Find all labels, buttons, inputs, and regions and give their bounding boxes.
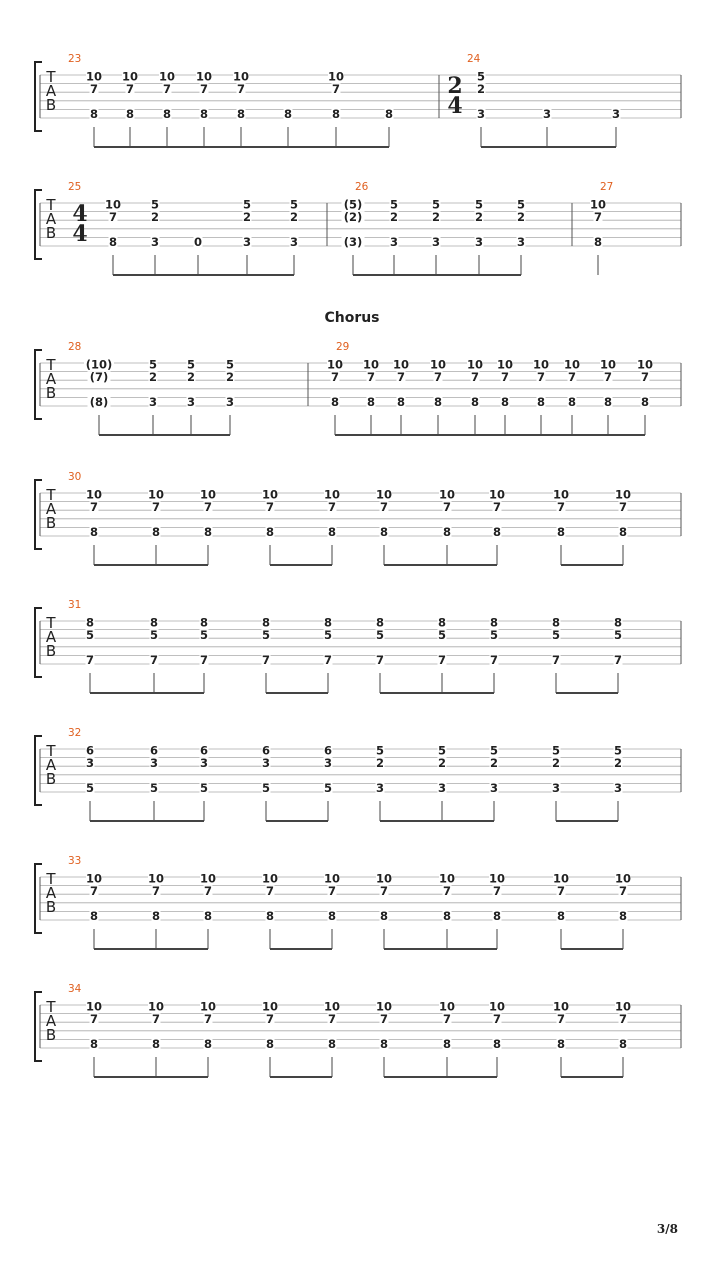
fret-number: 10	[158, 69, 176, 84]
fret-number: 5	[431, 197, 441, 212]
fret-number: 8	[323, 615, 333, 630]
section-label-chorus: Chorus	[324, 310, 380, 326]
fret-number: 8	[433, 395, 443, 409]
fret-number: 7	[85, 653, 95, 667]
fret-number: 10	[488, 999, 506, 1014]
fret-number: 7	[618, 884, 628, 899]
fret-number: 5	[389, 197, 399, 212]
fret-number: 10	[614, 871, 632, 886]
fret-number: 3	[516, 235, 526, 249]
fret-number: 8	[556, 1037, 566, 1051]
fret-number: 5	[489, 628, 499, 643]
fret-number: 5	[199, 781, 209, 795]
fret-number: 7	[613, 653, 623, 667]
tab-clef-letter: B	[45, 384, 57, 402]
fret-number: 7	[330, 370, 340, 385]
fret-number: (8)	[89, 395, 109, 409]
fret-number: 5	[476, 69, 486, 84]
fret-number: 7	[236, 82, 246, 97]
fret-number: 7	[556, 884, 566, 899]
fret-number: 10	[375, 999, 393, 1014]
fret-number: 5	[289, 197, 299, 212]
tab-clef-letter: B	[45, 514, 57, 532]
fret-number: 7	[331, 82, 341, 97]
fret-number: 3	[474, 235, 484, 249]
tab-clef-letter: B	[45, 96, 57, 114]
fret-number: 8	[618, 525, 628, 539]
fret-number: 7	[492, 884, 502, 899]
fret-number: 8	[203, 525, 213, 539]
fret-number: 7	[433, 370, 443, 385]
fret-number: 10	[232, 69, 250, 84]
tab-clef-letter: B	[45, 898, 57, 916]
fret-number: 2	[476, 82, 486, 97]
fret-number: 3	[225, 395, 235, 409]
fret-number: 8	[618, 909, 628, 923]
fret-number: 7	[567, 370, 577, 385]
fret-number: 7	[327, 884, 337, 899]
fret-number: 7	[492, 500, 502, 515]
fret-number: 7	[203, 1012, 213, 1027]
fret-number: 5	[489, 743, 499, 758]
fret-number: 2	[375, 756, 385, 771]
fret-number: 5	[551, 628, 561, 643]
fret-number: 7	[265, 500, 275, 515]
fret-number: 10	[85, 487, 103, 502]
fret-number: 8	[330, 395, 340, 409]
fret-number: 8	[384, 107, 394, 121]
fret-number: 10	[532, 357, 550, 372]
measure-number: 23	[68, 53, 82, 65]
fret-number: 7	[375, 653, 385, 667]
tab-clef-letter: B	[45, 770, 57, 788]
time-signature-bottom: 4	[72, 221, 88, 247]
fret-number: 10	[147, 999, 165, 1014]
fret-number: 7	[199, 653, 209, 667]
fret-number: 2	[489, 756, 499, 771]
fret-number: 7	[437, 653, 447, 667]
tab-clef-letter: T	[46, 742, 56, 760]
fret-number: 3	[242, 235, 252, 249]
fret-number: 7	[492, 1012, 502, 1027]
fret-number: 10	[85, 69, 103, 84]
fret-number: 3	[389, 235, 399, 249]
fret-number: 5	[225, 357, 235, 372]
fret-number: 10	[327, 69, 345, 84]
fret-number: 7	[379, 884, 389, 899]
fret-number: 10	[466, 357, 484, 372]
tab-clef-letter: A	[45, 628, 57, 646]
fret-number: 5	[149, 628, 159, 643]
fret-number: 7	[379, 1012, 389, 1027]
fret-number: 8	[108, 235, 118, 249]
fret-number: 2	[431, 210, 441, 225]
page-number: 3/8	[656, 1222, 678, 1236]
fret-number: 7	[162, 82, 172, 97]
fret-number: (2)	[343, 210, 363, 225]
fret-number: 8	[551, 615, 561, 630]
tab-clef-letter: A	[45, 500, 57, 518]
fret-number: 10	[326, 357, 344, 372]
fret-number: 10	[199, 487, 217, 502]
fret-number: 10	[496, 357, 514, 372]
fret-number: 3	[551, 781, 561, 795]
fret-number: 8	[327, 1037, 337, 1051]
fret-number: 10	[85, 999, 103, 1014]
fret-number: 7	[265, 1012, 275, 1027]
fret-number: 5	[375, 628, 385, 643]
tab-clef-letter: A	[45, 884, 57, 902]
fret-number: 7	[89, 500, 99, 515]
fret-number: 10	[589, 197, 607, 212]
fret-number: 10	[375, 487, 393, 502]
fret-number: 10	[429, 357, 447, 372]
fret-number: 2	[289, 210, 299, 225]
fret-number: 5	[474, 197, 484, 212]
fret-number: 10	[323, 871, 341, 886]
fret-number: 3	[186, 395, 196, 409]
fret-number: 7	[489, 653, 499, 667]
fret-number: 8	[327, 909, 337, 923]
fret-number: 7	[442, 500, 452, 515]
tab-clef-letter: A	[45, 210, 57, 228]
fret-number: 8	[442, 909, 452, 923]
fret-number: 10	[147, 871, 165, 886]
fret-number: 5	[85, 628, 95, 643]
fret-number: (10)	[85, 357, 113, 372]
fret-number: 5	[437, 628, 447, 643]
fret-number: 10	[563, 357, 581, 372]
fret-number: 5	[85, 781, 95, 795]
fret-number: 10	[614, 999, 632, 1014]
fret-number: 7	[500, 370, 510, 385]
fret-number: 8	[203, 1037, 213, 1051]
fret-number: 7	[261, 653, 271, 667]
fret-number: 10	[488, 871, 506, 886]
fret-number: 8	[437, 615, 447, 630]
fret-number: 5	[551, 743, 561, 758]
fret-number: 3	[611, 107, 621, 121]
fret-number: 3	[542, 107, 552, 121]
fret-number: 3	[323, 756, 333, 771]
fret-number: 8	[442, 1037, 452, 1051]
time-signature-top: 2	[447, 73, 463, 99]
fret-number: 5	[186, 357, 196, 372]
fret-number: 10	[261, 487, 279, 502]
fret-number: 10	[323, 999, 341, 1014]
tab-clef-letter: B	[45, 224, 57, 242]
fret-number: 7	[640, 370, 650, 385]
fret-number: 8	[327, 525, 337, 539]
fret-number: 8	[492, 525, 502, 539]
fret-number: 8	[89, 1037, 99, 1051]
fret-number: 7	[366, 370, 376, 385]
fret-number: 7	[327, 500, 337, 515]
fret-number: 10	[121, 69, 139, 84]
fret-number: 8	[442, 525, 452, 539]
fret-number: 7	[379, 500, 389, 515]
measure-number: 33	[68, 855, 82, 867]
fret-number: 8	[203, 909, 213, 923]
fret-number: 7	[323, 653, 333, 667]
fret-number: 5	[437, 743, 447, 758]
fret-number: 10	[104, 197, 122, 212]
tab-clef-letter: T	[46, 614, 56, 632]
fret-number: 7	[151, 500, 161, 515]
time-signature-top: 4	[72, 201, 88, 227]
fret-number: 10	[438, 999, 456, 1014]
fret-number: 8	[492, 1037, 502, 1051]
fret-number: 7	[442, 1012, 452, 1027]
fret-number: 2	[474, 210, 484, 225]
fret-number: 8	[618, 1037, 628, 1051]
tab-clef-letter: T	[46, 870, 56, 888]
fret-number: 2	[242, 210, 252, 225]
fret-number: 3	[489, 781, 499, 795]
fret-number: 8	[265, 909, 275, 923]
fret-number: 7	[556, 1012, 566, 1027]
fret-number: 10	[261, 871, 279, 886]
fret-number: 8	[470, 395, 480, 409]
fret-number: 8	[151, 1037, 161, 1051]
fret-number: 10	[375, 871, 393, 886]
fret-number: 3	[199, 756, 209, 771]
fret-number: 7	[593, 210, 603, 225]
fret-number: 5	[261, 628, 271, 643]
fret-number: 10	[85, 871, 103, 886]
fret-number: 7	[396, 370, 406, 385]
fret-number: 2	[225, 370, 235, 385]
measure-number: 27	[600, 181, 614, 193]
fret-number: 8	[283, 107, 293, 121]
fret-number: 10	[552, 871, 570, 886]
fret-number: 5	[242, 197, 252, 212]
fret-number: 2	[389, 210, 399, 225]
fret-number: 6	[261, 743, 271, 758]
fret-number: 3	[289, 235, 299, 249]
fret-number: 7	[199, 82, 209, 97]
fret-number: 3	[476, 107, 486, 121]
fret-number: 7	[149, 653, 159, 667]
tab-clef-letter: T	[46, 356, 56, 374]
fret-number: 8	[489, 615, 499, 630]
fret-number: 10	[195, 69, 213, 84]
fret-number: 7	[89, 884, 99, 899]
fret-number: 7	[125, 82, 135, 97]
fret-number: 8	[265, 1037, 275, 1051]
tab-clef-letter: T	[46, 68, 56, 86]
fret-number: 8	[603, 395, 613, 409]
fret-number: 10	[488, 487, 506, 502]
fret-number: 6	[199, 743, 209, 758]
tab-clef-letter: A	[45, 370, 57, 388]
fret-number: 3	[149, 756, 159, 771]
tab-clef-letter: T	[46, 196, 56, 214]
fret-number: 8	[149, 615, 159, 630]
fret-number: 8	[593, 235, 603, 249]
fret-number: 6	[323, 743, 333, 758]
fret-number: 2	[437, 756, 447, 771]
fret-number: 7	[108, 210, 118, 225]
fret-number: 5	[375, 743, 385, 758]
fret-number: 8	[265, 525, 275, 539]
measure-number: 24	[467, 53, 481, 65]
measure-number: 26	[355, 181, 369, 193]
fret-number: 5	[323, 781, 333, 795]
fret-number: 10	[438, 871, 456, 886]
fret-number: 5	[261, 781, 271, 795]
measure-number: 28	[68, 341, 82, 353]
fret-number: 7	[556, 500, 566, 515]
fret-number: 5	[613, 628, 623, 643]
fret-number: 6	[149, 743, 159, 758]
fret-number: 0	[193, 235, 203, 249]
fret-number: 5	[199, 628, 209, 643]
fret-number: 8	[492, 909, 502, 923]
tab-clef-letter: T	[46, 998, 56, 1016]
fret-number: 5	[149, 781, 159, 795]
fret-number: 8	[151, 909, 161, 923]
fret-number: 7	[603, 370, 613, 385]
fret-number: 5	[323, 628, 333, 643]
measure-number: 29	[336, 341, 350, 353]
fret-number: 3	[431, 235, 441, 249]
fret-number: 5	[150, 197, 160, 212]
fret-number: 6	[85, 743, 95, 758]
fret-number: 7	[470, 370, 480, 385]
fret-number: 2	[516, 210, 526, 225]
fret-number: 7	[536, 370, 546, 385]
fret-number: 7	[551, 653, 561, 667]
tab-clef-letter: B	[45, 1026, 57, 1044]
fret-number: 8	[536, 395, 546, 409]
fret-number: 3	[613, 781, 623, 795]
fret-number: 3	[437, 781, 447, 795]
fret-number: 5	[613, 743, 623, 758]
fret-number: 8	[125, 107, 135, 121]
fret-number: 7	[151, 1012, 161, 1027]
fret-number: 10	[599, 357, 617, 372]
fret-number: 3	[150, 235, 160, 249]
time-signature-bottom: 4	[447, 93, 463, 119]
fret-number: 8	[379, 1037, 389, 1051]
measure-number: 30	[68, 471, 82, 483]
fret-number: 10	[199, 871, 217, 886]
fret-number: 7	[618, 500, 628, 515]
fret-number: 8	[396, 395, 406, 409]
tab-clef-letter: B	[45, 642, 57, 660]
fret-number: 10	[636, 357, 654, 372]
measure-number: 34	[68, 983, 82, 995]
fret-number: 10	[323, 487, 341, 502]
system-bracket	[35, 992, 42, 1061]
fret-number: 7	[618, 1012, 628, 1027]
fret-number: 10	[261, 999, 279, 1014]
fret-number: 7	[89, 1012, 99, 1027]
fret-number: 7	[265, 884, 275, 899]
fret-number: 8	[556, 909, 566, 923]
fret-number: 7	[89, 82, 99, 97]
fret-number: 8	[613, 615, 623, 630]
fret-number: 2	[186, 370, 196, 385]
fret-number: 8	[89, 107, 99, 121]
fret-number: 8	[85, 615, 95, 630]
fret-number: 8	[379, 909, 389, 923]
fret-number: 5	[148, 357, 158, 372]
fret-number: (5)	[343, 197, 363, 212]
fret-number: 10	[438, 487, 456, 502]
fret-number: 8	[366, 395, 376, 409]
fret-number: 10	[552, 999, 570, 1014]
fret-number: 8	[331, 107, 341, 121]
fret-number: 10	[199, 999, 217, 1014]
fret-number: 8	[500, 395, 510, 409]
fret-number: 10	[362, 357, 380, 372]
fret-number: 10	[392, 357, 410, 372]
fret-number: 8	[640, 395, 650, 409]
fret-number: 7	[327, 1012, 337, 1027]
fret-number: 7	[442, 884, 452, 899]
fret-number: 7	[151, 884, 161, 899]
fret-number: (7)	[89, 370, 109, 385]
fret-number: 8	[89, 525, 99, 539]
fret-number: 5	[516, 197, 526, 212]
fret-number: 2	[551, 756, 561, 771]
fret-number: 3	[85, 756, 95, 771]
measure-number: 32	[68, 727, 82, 739]
fret-number: 10	[552, 487, 570, 502]
fret-number: 8	[556, 525, 566, 539]
tab-clef-letter: A	[45, 756, 57, 774]
fret-number: 10	[614, 487, 632, 502]
fret-number: 7	[203, 884, 213, 899]
fret-number: 8	[236, 107, 246, 121]
fret-number: 8	[162, 107, 172, 121]
fret-number: 3	[261, 756, 271, 771]
fret-number: 8	[261, 615, 271, 630]
fret-number: 8	[151, 525, 161, 539]
fret-number: (3)	[343, 235, 363, 249]
fret-number: 7	[203, 500, 213, 515]
fret-number: 3	[375, 781, 385, 795]
fret-number: 10	[147, 487, 165, 502]
tab-clef-letter: A	[45, 1012, 57, 1030]
fret-number: 2	[613, 756, 623, 771]
tab-clef-letter: A	[45, 82, 57, 100]
fret-number: 2	[148, 370, 158, 385]
measure-number: 31	[68, 599, 82, 611]
fret-number: 8	[89, 909, 99, 923]
fret-number: 8	[199, 107, 209, 121]
fret-number: 8	[567, 395, 577, 409]
fret-number: 3	[148, 395, 158, 409]
fret-number: 8	[375, 615, 385, 630]
fret-number: 2	[150, 210, 160, 225]
measure-number: 25	[68, 181, 82, 193]
tab-clef-letter: T	[46, 486, 56, 504]
fret-number: 8	[199, 615, 209, 630]
fret-number: 8	[379, 525, 389, 539]
